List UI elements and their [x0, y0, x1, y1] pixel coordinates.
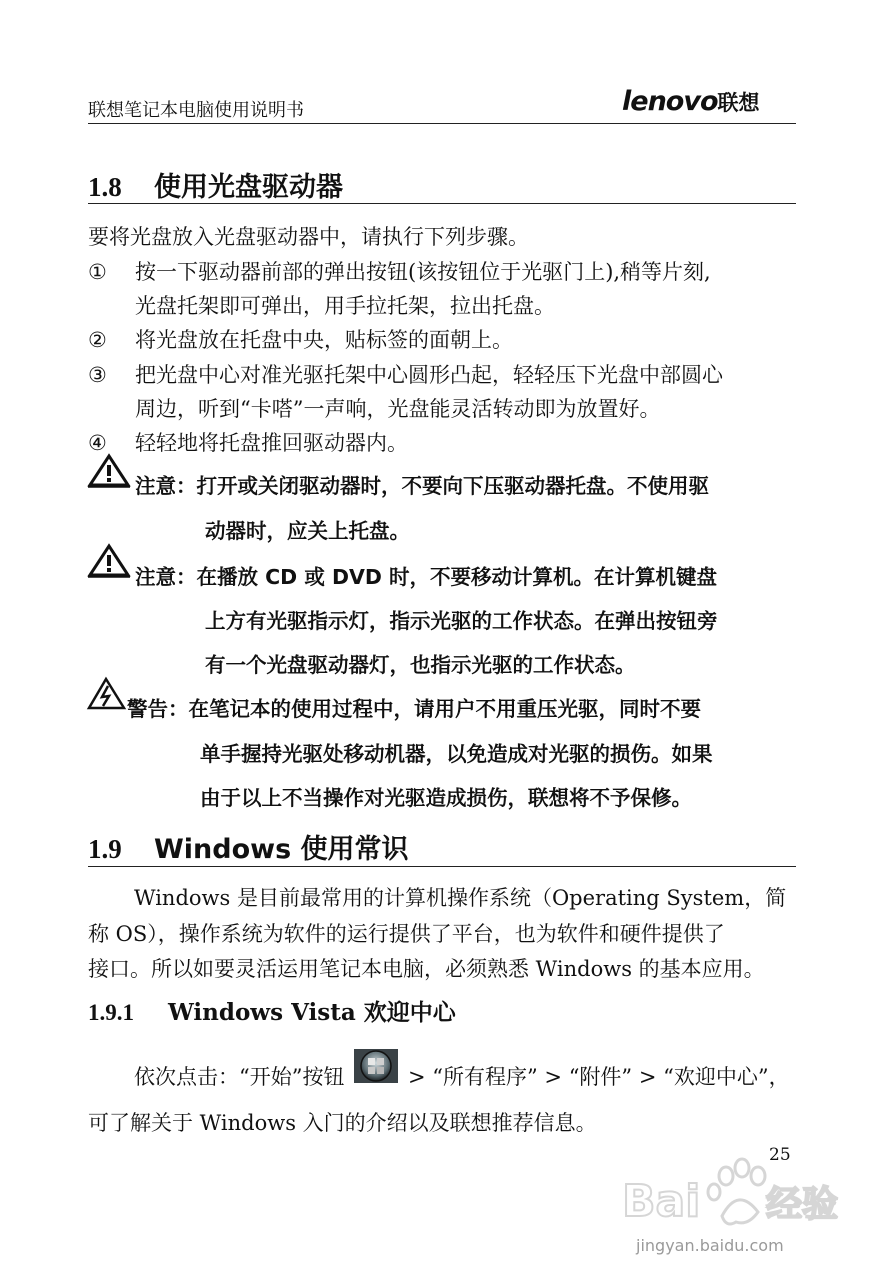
- step-text: 轻轻地将托盘推回驱动器内。: [135, 431, 408, 455]
- notice-2-continued-1: 上方有光驱指示灯，指示光驱的工作状态。在弹出按钮旁: [205, 609, 718, 633]
- step-marker: ①: [88, 260, 107, 284]
- section-title: 使用光盘驱动器: [154, 172, 343, 203]
- section-1-8-heading: [88, 165, 343, 204]
- notice-1: [135, 469, 709, 499]
- header-rule: [88, 123, 796, 124]
- notice-text: 打开或关闭驱动器时，不要向下压驱动器托盘。不使用驱: [196, 474, 709, 498]
- document-header-title: 联想笔记本电脑使用说明书: [88, 100, 304, 121]
- section-title: Windows 使用常识: [154, 834, 409, 865]
- step-text: 按一下驱动器前部的弹出按钮(该按钮位于光驱门上),稍等片刻,: [135, 260, 711, 284]
- notice-label: 注意：: [135, 565, 197, 589]
- step-marker: ②: [88, 328, 107, 352]
- warning-text: 在笔记本的使用过程中，请用户不用重压光驱，同时不要: [188, 697, 701, 721]
- notice-label: 注意：: [135, 474, 197, 498]
- caution-icon: [88, 544, 130, 578]
- baidu-watermark-logo: [618, 1150, 839, 1250]
- step-1: [88, 256, 711, 286]
- intro-text: 要将光盘放入光盘驱动器中，请执行下列步骤。: [88, 225, 529, 249]
- notice-text: 在播放 CD 或 DVD 时，不要移动计算机。在计算机键盘: [196, 565, 718, 589]
- section-rule: [88, 203, 796, 204]
- instruction-before-button: 依次点击：“开始”按钮: [134, 1065, 345, 1089]
- svg-text:经验: 经验: [766, 1184, 839, 1225]
- warning: [127, 692, 701, 722]
- step-marker: ③: [88, 363, 107, 387]
- warning-continued-1: 单手握持光驱处移动机器，以免造成对光驱的损伤。如果: [200, 742, 713, 766]
- section-1-9-1-heading: [88, 994, 456, 1027]
- warning-continued-2: 由于以上不当操作对光驱造成损伤，联想将不予保修。: [200, 786, 692, 810]
- windows-start-orb-icon: [354, 1049, 398, 1083]
- page-number: 25: [769, 1145, 791, 1165]
- section-number: 1.9: [88, 834, 122, 864]
- lenovo-logo: [622, 86, 760, 117]
- caution-icon: [88, 454, 130, 488]
- windows-paragraph-line-3: 接口。所以如要灵活运用笔记本电脑，必须熟悉 Windows 的基本应用。: [88, 957, 765, 981]
- step-marker: ④: [88, 431, 107, 455]
- step-2: [88, 324, 513, 354]
- step-3: [88, 359, 723, 389]
- warning-label: 警告：: [127, 697, 189, 721]
- windows-paragraph-line-2: 称 OS），操作系统为软件的运行提供了平台，也为软件和硬件提供了: [88, 922, 725, 946]
- step-1-continued: 光盘托架即可弹出，用手拉托架，拉出托盘。: [135, 294, 555, 318]
- instruction-after-button: > “所有程序” > “附件” > “欢迎中心”，: [408, 1065, 790, 1089]
- section-number: 1.9.1: [88, 1000, 134, 1025]
- step-3-continued: 周边，听到“卡嗒”一声响，光盘能灵活转动即为放置好。: [135, 397, 661, 421]
- windows-paragraph-line-1: Windows 是目前最常用的计算机操作系统（Operating System，简: [134, 886, 787, 910]
- step-4: [88, 427, 408, 457]
- step-text: 将光盘放在托盘中央，贴标签的面朝上。: [135, 328, 513, 352]
- logo-chinese: 联想: [717, 91, 760, 115]
- watermark-url: jingyan.baidu.com: [636, 1236, 784, 1255]
- notice-2: [135, 560, 717, 590]
- section-1-9-heading: [88, 827, 409, 866]
- high-voltage-warning-icon: [88, 677, 130, 711]
- notice-1-continued: 动器时，应关上托盘。: [205, 519, 410, 543]
- notice-2-continued-2: 有一个光盘驱动器灯，也指示光驱的工作状态。: [205, 653, 636, 677]
- logo-wordmark: lenovo: [622, 86, 718, 117]
- section-title: Windows Vista 欢迎中心: [168, 999, 456, 1026]
- step-text: 把光盘中心对准光驱托架中心圆形凸起，轻轻压下光盘中部圆心: [135, 363, 723, 387]
- instruction-line-2: 可了解关于 Windows 入门的介绍以及联想推荐信息。: [88, 1111, 597, 1135]
- section-number: 1.8: [88, 172, 122, 202]
- svg-text:Bai: Bai: [622, 1176, 701, 1227]
- section-rule: [88, 866, 796, 867]
